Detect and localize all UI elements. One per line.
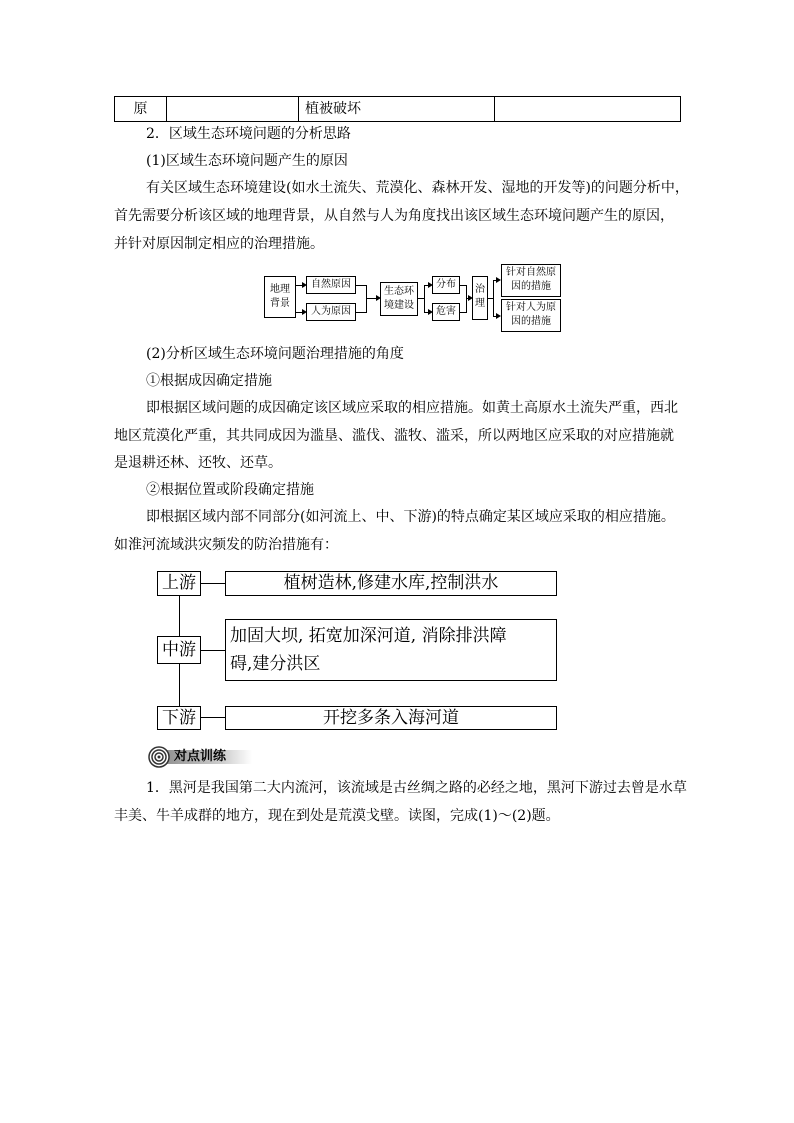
question-line: 1．黑河是我国第二大内流河，该流域是古丝绸之路的必经之地，黑河下游过去曾是水草 [146,780,687,796]
paragraph-line: 如淮河流域洪灾频发的防治措施有： [114,537,338,553]
question-line: 丰美、牛羊成群的地方，现在到处是荒漠戈壁。读图，完成(1)～(2)题。 [114,808,560,824]
measure-line: 加固大坝, 拓宽加深河道, 消除排洪障 [230,626,507,646]
paragraph-line: 有关区域生态环境建设(如水土流失、荒漠化、森林开发、湿地的开发等)的问题分析中， [146,180,689,196]
box-text: 境建设 [384,300,414,311]
subheading-measures: (2)分析区域生态环境问题治理措施的角度 [146,346,404,362]
lower-reach-measures: 开挖多条入海河道 [225,706,557,730]
table-cell-vegetation: 植被破坏 [299,97,495,121]
paragraph-line: 首先需要分析该区域的地理背景，从自然与人为角度找出该区域生态环境问题产生的原因， [114,208,674,224]
paragraph-line: 是退耕还林、还牧、还草。 [114,455,282,471]
paragraph-line: 即根据区域内部不同部分(如河流上、中、下游)的特点确定某区域应采取的相应措施。 [146,509,675,525]
practice-badge [148,746,254,768]
table-cell-empty-2 [495,97,680,121]
box-harm: 危害 [432,303,460,321]
box-governance [472,276,488,320]
box-text: 生态环 [384,286,414,297]
box-natural-cause: 自然原因 [306,276,356,294]
box-natural-measure [501,264,561,297]
box-text: 针对人为原 [506,302,556,313]
label-lower-reach: 下游 [157,706,201,730]
label-upper-reach: 上游 [157,571,201,596]
box-text: 背景 [270,298,290,309]
box-text: 治 [475,284,485,295]
middle-reach-measures [225,619,557,681]
section-heading: 2．区域生态环境问题的分析思路 [146,126,351,142]
box-distribution: 分布 [432,276,460,294]
item-by-position: ②根据位置或阶段确定措施 [146,482,314,498]
box-human-cause: 人为原因 [306,303,356,321]
box-eco-construction [380,282,418,316]
table-fragment [114,96,681,122]
table-cell-empty [167,97,299,121]
item-by-cause: ①根据成因确定措施 [146,373,272,389]
box-text: 针对自然原 [506,267,556,278]
paragraph-line: 并针对原因制定相应的治理措施。 [114,236,324,252]
table-cell-label: 原 [115,97,167,121]
badge-label: 对点训练 [174,749,227,764]
paragraph-line: 地区荒漠化严重，其共同成因为滥垦、滥伐、滥牧、滥采，所以两地区应采取的对应措施就 [114,428,674,444]
label-middle-reach: 中游 [157,636,201,664]
subheading-causes: (1)区域生态环境问题产生的原因 [146,153,348,169]
box-human-measure [501,299,561,332]
box-text: 地理 [270,284,290,295]
upper-reach-measures: 植树造林,修建水库,控制洪水 [225,571,557,596]
paragraph-line: 即根据区域问题的成因确定该区域应采取的相应措施。如黄土高原水土流失严重，西北 [146,400,678,416]
measure-line: 碍,建分洪区 [230,654,321,674]
box-text: 因的措施 [511,316,551,327]
box-text: 因的措施 [511,281,551,292]
box-text: 理 [475,298,485,309]
box-geo-background [264,276,296,318]
